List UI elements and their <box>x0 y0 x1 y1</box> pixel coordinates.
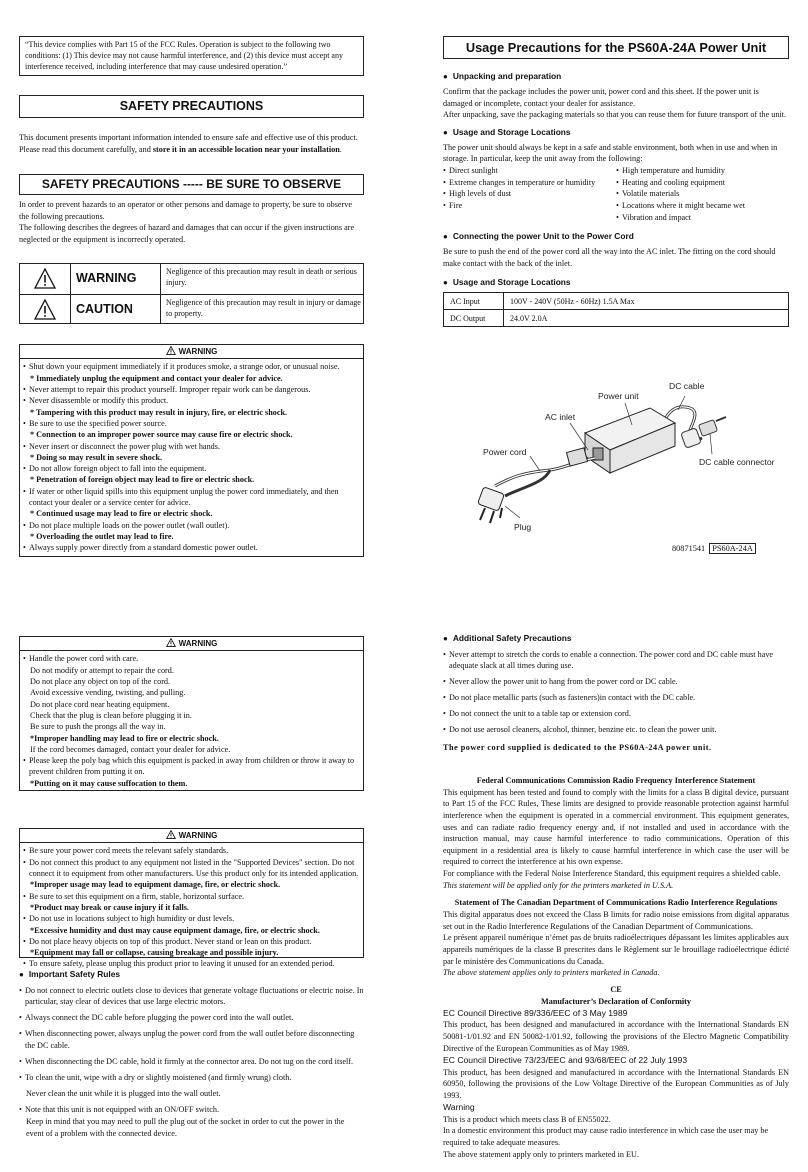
ce-directive-1: EC Council Directive 89/336/EEC of 3 May 1989 <box>443 1008 628 1019</box>
warning-item: • Please keep the poly bag which this equipment is packed in away from children or throw it away to prevent children from putting it on. <box>23 755 360 778</box>
warning-item: Do not modify or attempt to repair the cord. <box>30 665 174 675</box>
warning-item: Do not place any object on top of the cord. <box>30 676 171 686</box>
warning-box-2-title: WARNING <box>178 639 218 648</box>
ce-p2: This product, has been designed and manufactured in accordance with the International Standards EN 60950, following the provisions of the Low Voltage Directive of the European Communities as of July 1993. <box>443 1067 789 1100</box>
observe-p2: The following describes the degrees of hazard and damages that can occur if the given instructions are neglected or the equipment is incorrectly operated. <box>19 223 355 244</box>
additional-item: • Do not place metallic parts (such as fasteners)in contact with the DC cable. <box>443 692 789 704</box>
fcc-notice-box <box>19 36 364 76</box>
safety-intro-end: . <box>339 144 342 154</box>
dc-connector-shape <box>681 417 726 448</box>
warning-item: Avoid excessive vending, twisting, and pulling. <box>30 688 186 698</box>
warning-box-1-header <box>20 345 363 359</box>
additional-heading: ● Additional Safety Precautions <box>443 632 789 645</box>
safety-intro <box>19 132 364 155</box>
spec-label: AC Input <box>444 293 504 310</box>
warning-item: • Be sure to set this equipment on a firm, stable, horizontal surface. <box>23 891 360 902</box>
important-switch-item: • Note that this unit is not equipped with an ON/OFF switch. <box>19 1104 364 1116</box>
storage-right-item: • High temperature and humidity <box>616 165 745 177</box>
ce-p1: This product, has been designed and manufactured in accordance with the International Standards EN 50081-1/01.92 and EN 50082-1/01.92, following the provisions of the Electro Magnetic Compatibility Directive of the European Communities as of May 1989. <box>443 1020 789 1053</box>
canada-p2: Le présent appareil numérique n’émet pas de bruits radioélectriques dépassant les limites applicables aux appareils numériques de la classe B prescrites dans le Règlement sur le brouillage radioélectrique édicté par le ministère des Communications du Canada. <box>443 933 789 966</box>
warning-consequence: *Putting on it may cause suffocation to them. <box>30 778 188 788</box>
storage-left-item: • Direct sunlight <box>443 165 616 177</box>
warning-consequence: *Excessive humidity and dust may cause equipment damage, fire, or electric shock. <box>30 925 320 935</box>
fig-label-dc-cable: DC cable <box>669 381 705 391</box>
warning-consequence: * Doing so may result in severe shock. <box>30 452 163 462</box>
warning-small-icon <box>166 346 176 355</box>
spec-label: DC Output <box>444 310 504 327</box>
storage-right-item: • Volatile materials <box>616 188 745 200</box>
safety-title: SAFETY PRECAUTIONS <box>19 95 364 118</box>
ce-p3: This is a product which meets class B of EN55022. <box>443 1114 611 1124</box>
model-box: PS60A-24A <box>709 543 756 554</box>
part-number: 80871541 <box>672 544 706 553</box>
storage-p: The power unit should always be kept in a safe and stable environment, both when in use and when in storage. In particular, keep the unit away from the following: <box>443 142 778 164</box>
caution-triangle-icon <box>34 299 56 320</box>
warning-consequence: * Connection to an improper power source may cause fire or electric shock. <box>30 430 293 440</box>
warning-small-icon <box>166 830 176 839</box>
plug-shape <box>478 487 505 523</box>
usage-title: Usage Precautions for the PS60A-24A Power Unit <box>443 36 789 59</box>
connect-p: Be sure to push the end of the power cord all the way into the AC inlet. The fitting on the cord should make contact with the back of the inlet. <box>443 247 776 268</box>
important-item: • When disconnecting the DC cable, hold it firmly at the connector area. Do not tug on the cord itself. <box>19 1056 364 1068</box>
warning-item: Check that the plug is clean before plugging it in. <box>30 710 192 720</box>
regulatory-statements <box>443 775 789 1160</box>
canada-p1: This digital apparatus does not exceed the Class B limits for radio noise emissions from digital apparatus set out in the Radio Interference Regulations of the Canadian Department of Communications. <box>443 910 789 931</box>
usage-text <box>443 71 789 327</box>
storage-heading: ● Usage and Storage Locations <box>443 127 789 139</box>
warning-consequence: * Continued usage may lead to fire or electric shock. <box>30 509 213 519</box>
warning-consequence: * Immediately unplug the equipment and contact your dealer for advice. <box>30 373 283 383</box>
warning-label: WARNING <box>76 271 137 285</box>
fcc-p2: For compliance with the Federal Noise Interference Standard, this equipment requires a shielded cable. <box>443 869 781 879</box>
warning-consequence: *Improper handling may lead to fire or electric shock. <box>30 733 219 743</box>
important-switch-note: Keep in mind that you may need to pull the plug out of the socket in order to cut the power in the event of a problem with the connected device. <box>26 1116 345 1138</box>
warning-consequence: * Penetration of foreign object may lead to fire or electric shock. <box>30 475 255 485</box>
spec-row <box>444 310 789 327</box>
spec-table <box>443 292 789 327</box>
storage-right-item: • Heating and cooling equipment <box>616 177 745 189</box>
hazard-legend <box>19 263 364 324</box>
warning-item: • Never insert or disconnect the power plug with wet hands. <box>23 441 360 452</box>
important-item: • Always connect the DC cable before plugging the power cord into the wall outlet. <box>19 1012 364 1024</box>
canada-p3: The above statement applies only to printers marketed in Canada. <box>443 968 660 978</box>
part-number-line <box>672 543 756 555</box>
warning-item: • Do not connect this product to any equipment not listed in the "Supported Devices" section. Do not connect it to equipment from other manufacturers. Use this product only for its intended application. <box>23 857 360 880</box>
additional-item: • Do not connect the unit to a table tap or extension cord. <box>443 708 789 720</box>
warning-item: • Do not allow foreign object to fall into the equipment. <box>23 463 360 474</box>
important-heading: ● Important Safety Rules <box>19 968 364 981</box>
ce-p5: The above statement apply only to printers marketed in EU. <box>443 1149 639 1159</box>
warning-item: Do not place cord near heating equipment. <box>30 699 170 709</box>
safety-intro-bold: store it in an accessible location near your installation <box>152 144 340 154</box>
warning-consequence: * Overloading the outlet may lead to fire. <box>30 532 174 542</box>
warning-box-3 <box>19 828 364 969</box>
warning-item: • Handle the power cord with care. <box>23 653 360 664</box>
unpack-heading: ● Unpacking and preparation <box>443 71 789 83</box>
important-item: • Do not connect to electric outlets close to devices that generate voltage fluctuations or electric noise. In particular, stay clear of devices that use large electric motors. <box>19 985 364 1009</box>
warning-box-3-list <box>20 843 363 971</box>
ce-title: CE <box>610 984 622 994</box>
unpack-p2: After unpacking, save the packaging materials so that you can reuse them for future transport of the unit. <box>443 110 787 120</box>
ce-subtitle: Manufacturer’s Declaration of Conformity <box>541 996 691 1006</box>
important-clean-note: Never clean the unit while it is plugged into the wall outlet. <box>26 1088 221 1098</box>
important-item: • To clean the unit, wipe with a dry or slightly moistened (and firmly wrung) cloth. <box>19 1072 364 1084</box>
fig-label-power-cord: Power cord <box>483 447 527 457</box>
important-rules <box>19 968 364 1139</box>
fig-label-ac-inlet: AC inlet <box>545 412 576 422</box>
warning-box-2-header <box>20 637 363 651</box>
observe-p1: In order to prevent hazards to an operator or other persons and damage to property, be sure to observe the following precautions. <box>19 200 352 221</box>
storage-left-item: • Extreme changes in temperature or humidity <box>443 177 616 189</box>
warning-box-2-list <box>20 651 363 791</box>
warning-item: • Be sure your power cord meets the relevant safely standards. <box>23 845 360 856</box>
warning-box-3-title: WARNING <box>178 831 218 840</box>
spec-row <box>444 293 789 310</box>
important-item: • When disconnecting power, always unplug the power cord from the wall outlet before disconnecting the DC cable. <box>19 1028 364 1052</box>
storage-left-item: • High levels of dust <box>443 188 616 200</box>
connect-heading: ● Connecting the power Unit to the Power Cord <box>443 231 789 243</box>
warning-item: • Always supply power directly from a standard domestic power outlet. <box>23 542 360 553</box>
observe-text <box>19 199 364 246</box>
warning-item: • Do not place heavy objects on top of this product. Never stand or lean on this product. <box>23 936 360 947</box>
warning-box-1-list <box>20 359 363 555</box>
warning-box-2 <box>19 636 364 791</box>
storage-right-item: • Locations where it might became wet <box>616 200 745 212</box>
storage-left-list <box>443 165 616 223</box>
canada-title: Statement of The Canadian Department of Communications Radio Interference Regulations <box>454 898 778 908</box>
fcc-p3: This statement will be applied only for the printers marketed in U.S.A. <box>443 880 674 890</box>
additional-item: • Never allow the power unit to hang from the power cord or DC cable. <box>443 676 789 688</box>
unpack-p1: Confirm that the package includes the power unit, power cord and this sheet. If the power unit is damaged or incomplete, contact your dealer for assistance. <box>443 86 759 108</box>
warning-consequence: *Equipment may fall or collapse, causing breakage and possible injury. <box>30 948 279 958</box>
warning-box-1 <box>19 344 364 557</box>
warning-consequence: *Improper usage may lead to equipment damage, fire, or electric shock. <box>30 880 281 890</box>
dedicated-note: The power cord supplied is dedicated to the PS60A-24A power unit. <box>443 742 712 752</box>
fig-label-power-unit: Power unit <box>598 391 639 401</box>
warning-item: • Never disassemble or modify this product. <box>23 395 360 406</box>
fcc-p1: This equipment has been tested and found to comply with the limits for a class B digital device, pursuant to Part 15 of the FCC Rules, These limits are designed to provide reasonable protection against harmful interference when the equipment is operated in a commercial environment. This equipment generates, uses and can radiate radio frequency energy and, if not installed and used in accordance with the instruction manual, may cause harmful interference to radio communications. Operation of this equipment in a residential area is likely to cause harmful interference in which case the user will be required to correct the interference at his own expense. <box>443 787 789 867</box>
caution-desc: Negligence of this precaution may result in injury or damage to property. <box>166 298 361 319</box>
warning-triangle-icon <box>34 268 56 289</box>
fig-label-dc-connector: DC cable connector <box>699 457 775 467</box>
warning-item: • If water or other liquid spills into this equipment unplug the power cord immediately, and then contact your dealer or a service center for advice. <box>23 486 360 509</box>
warning-box-1-title: WARNING <box>178 347 218 356</box>
warning-item: • To ensure safety, please unplug this product prior to leaving it unused for an extended period. <box>23 958 360 969</box>
ce-warning: Warning <box>443 1102 475 1113</box>
fig-label-plug: Plug <box>514 522 532 532</box>
warning-item: • Never attempt to repair this product yourself. Improper repair work can be dangerous. <box>23 384 360 395</box>
warning-item: Be sure to push the prongs all the way in. <box>30 722 166 732</box>
warning-consequence: *Product may break or cause injury if it falls. <box>30 902 189 912</box>
fcc-title: Federal Communications Commission Radio Frequency Interference Statement <box>476 776 756 785</box>
additional-item: • Do not use aerosol cleaners, alcohol, thinner, benzine etc. to clean the power unit. <box>443 724 789 736</box>
warning-desc: Negligence of this precaution may result in death or serious injury. <box>166 267 357 288</box>
warning-box-3-header <box>20 829 363 843</box>
warning-item: • Be sure to use the specified power source. <box>23 418 360 429</box>
observe-title: SAFETY PRECAUTIONS ----- BE SURE TO OBSERVE <box>19 174 364 195</box>
additional-item: • Never attempt to stretch the cords to enable a connection. The power cord and DC cable must have adequate slack at all times during use. <box>443 649 789 673</box>
spec-value: 100V - 240V (50Hz - 60Hz) 1.5A Max <box>504 293 789 310</box>
warning-item: If the cord becomes damaged, contact your dealer for advice. <box>30 744 231 754</box>
additional-safety <box>443 632 789 754</box>
storage-lists <box>443 165 789 223</box>
warning-consequence: * Tampering with this product may result in injury, fire, or electric shock. <box>30 407 288 417</box>
spec-heading: ● Usage and Storage Locations <box>443 277 789 289</box>
warning-item: • Do not place multiple loads on the power outlet (wall outlet). <box>23 520 360 531</box>
storage-right-item: • Vibration and impact <box>616 212 745 224</box>
fcc-notice-text: “This device complies with Part 15 of the FCC Rules. Operation is subject to the following two conditions: (1) This device may not cause harmful interference, and (2) this device must accept any interference received, including interference that may cause undesired operation.” <box>25 40 343 72</box>
ce-p4: In a domestic environment this product may cause radio interference in which case the user may be required to take adequate measures. <box>443 1126 769 1147</box>
storage-left-item: • Fire <box>443 200 616 212</box>
storage-right-list <box>616 165 745 223</box>
safety-intro-plain: This document presents important information intended to ensure safe and effective use of this product. Please read this document carefully, and <box>19 133 358 154</box>
warning-item: • Shut down your equipment immediately if it produces smoke, a strange odor, or unusual noise. <box>23 361 360 372</box>
ce-directive-2: EC Council Directive 73/23/EEC and 93/68/EEC of 22 July 1993 <box>443 1055 688 1066</box>
warning-item: • Do not use in locations subject to high humidity or dust levels. <box>23 913 360 924</box>
warning-small-icon <box>166 638 176 647</box>
caution-label: CAUTION <box>76 302 133 316</box>
spec-value: 24.0V 2.0A <box>504 310 789 327</box>
